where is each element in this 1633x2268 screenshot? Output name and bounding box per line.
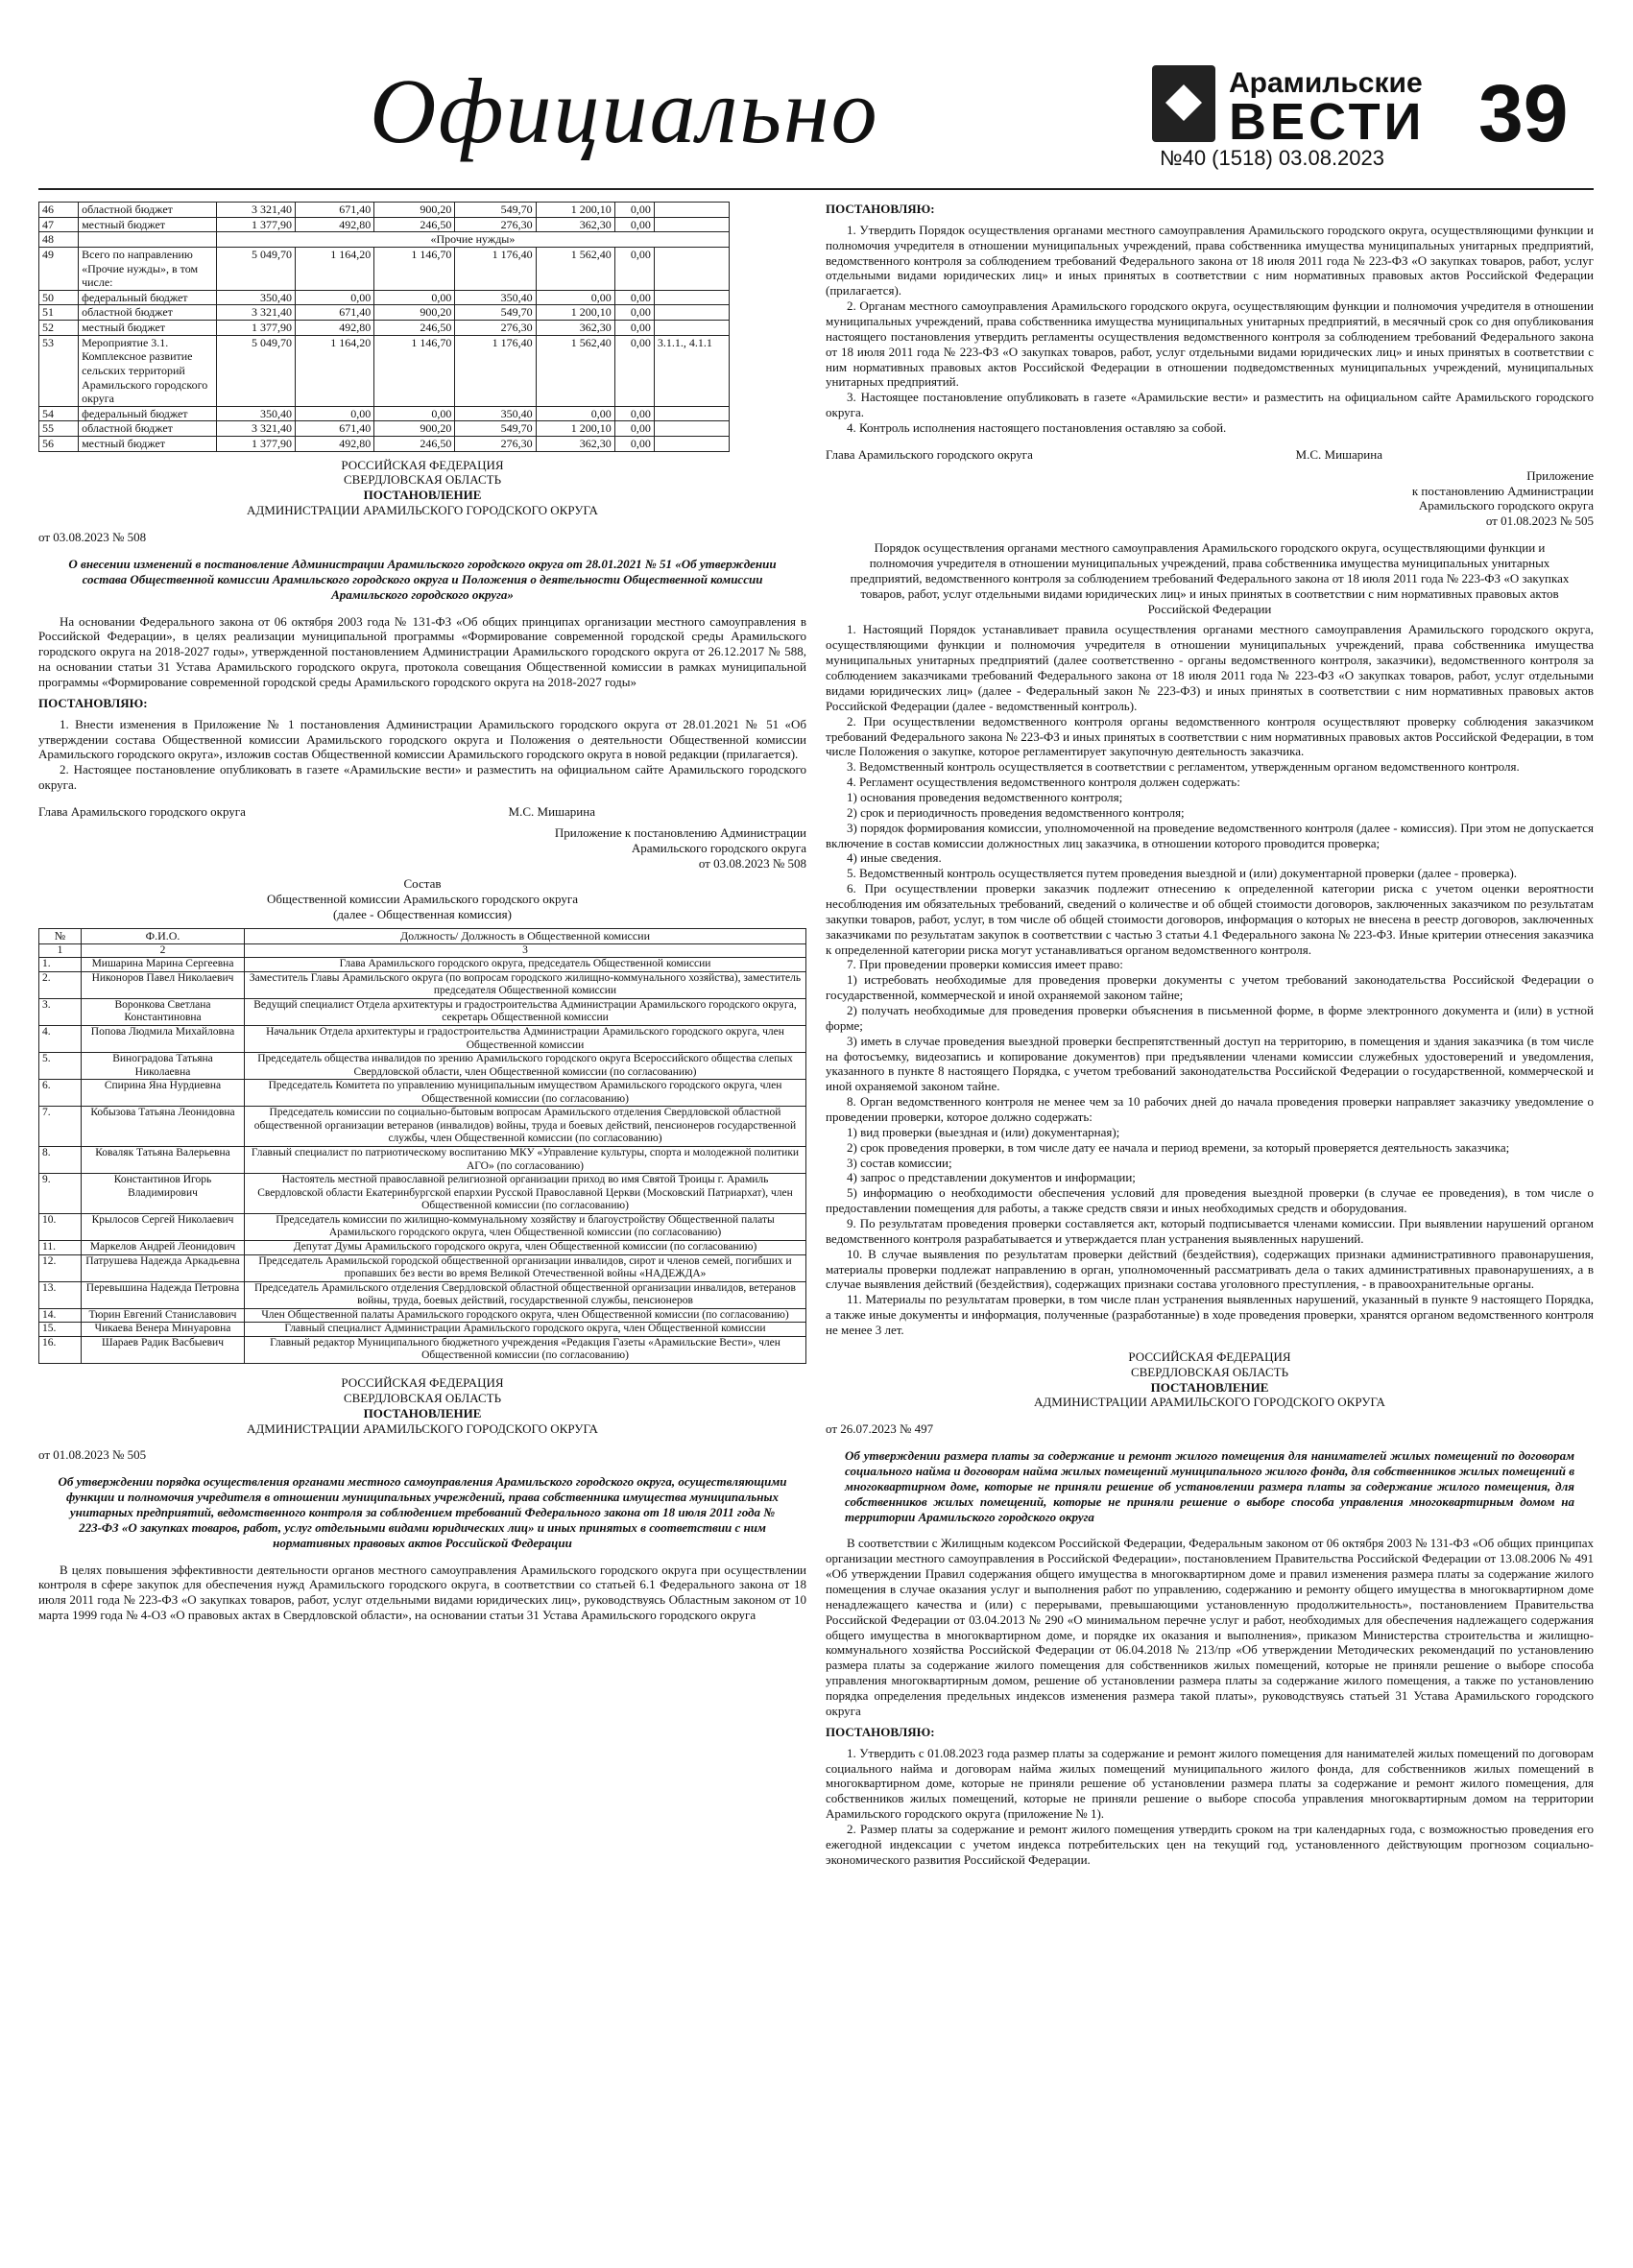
table-row bbox=[39, 321, 730, 336]
row-value: 0,00 bbox=[614, 247, 654, 290]
commission-header-position: Должность/ Должность в Общественной комиссии bbox=[245, 928, 806, 943]
composition-title: Состав bbox=[403, 876, 442, 892]
row-value: 1 377,90 bbox=[216, 217, 295, 232]
member-number: 16. bbox=[39, 1336, 82, 1363]
commission-row bbox=[39, 1336, 806, 1363]
decree-505-country: РОССИЙСКАЯ ФЕДЕРАЦИЯ bbox=[341, 1375, 504, 1391]
commission-row bbox=[39, 1080, 806, 1107]
page-header bbox=[0, 0, 1633, 192]
row-number: 56 bbox=[39, 437, 79, 452]
order-paragraph: 6. При осуществлении проверки заказчик подлежит отнесению к определенной категории риска с учетом оценки вероятности несоблюдения им обязательных требований, сведений о количестве и об общей стоимости договоров, заключенных заказчиком по результатам закупки товаров, работ, услуг, в том числе об общей стоимости договоров, информация о которых не внесена в реестр договоров, заключенных заказчиками по результатам закупок в соответствии с частью 3 статьи 4.1 Федерального закона № 223-ФЗ. Иные критерии отнесения заказчика к определенной категории риска могут устанавливаться органом ведомственного контроля. bbox=[826, 881, 1594, 957]
commission-row bbox=[39, 1053, 806, 1080]
row-number: 50 bbox=[39, 290, 79, 305]
order-paragraph: 9. По результатам проведения проверки составляется акт, который подписывается членами комиссии. При выявлении нарушений органом ведомственного контроля разрабатывается и утверждается план устранения выявленных нарушений. bbox=[826, 1216, 1594, 1246]
row-number: 55 bbox=[39, 421, 79, 437]
commission-row bbox=[39, 1107, 806, 1147]
order-paragraph: 1) истребовать необходимые для проведения проверки документы с учетом требований законодательства Российской Федерации о государственной, коммерческой и иной охраняемой законом тайне; bbox=[826, 972, 1594, 1003]
commission-row bbox=[39, 971, 806, 998]
order-title: Порядок осуществления органами местного самоуправления Арамильского городского округа, осуществляющими функции и полномочия учредителя в отношении муниципальных учреждений, права собственника имущества муниципальных унитарных предприятий, ведомственного контроля за соблюдением требований Федерального закона от 18 июля 2011 года № 223-ФЗ «О закупках товаров, работ, услуг отдельными видами юридических лиц» и иных принятых в соответствии с ним нормативных правовых актов Российской Федерации bbox=[850, 540, 1570, 616]
member-number: 1. bbox=[39, 958, 82, 972]
row-value: 549,70 bbox=[455, 305, 536, 321]
order-paragraph: 8. Орган ведомственного контроля не менее чем за 10 рабочих дней до начала проведения проверки направляет заказчику уведомление о проведении проверки, которое должно содержать: bbox=[826, 1094, 1594, 1124]
decree-508-item-1: 1. Внести изменения в Приложение № 1 постановления Администрации Арамильского городского округа от 28.01.2021 № 51 «Об утверждении состава Общественной комиссии Арамильского городского округа и Положения о деятельности Общественной комиссии Арамильского городского округа», изложив состав Общественной комиссии Арамильского городского округа в новой редакции (прилагается). bbox=[38, 716, 806, 762]
member-name: Спирина Яна Нурдиевна bbox=[82, 1080, 245, 1107]
decree-508-region: СВЕРДЛОВСКАЯ ОБЛАСТЬ bbox=[343, 472, 502, 488]
row-value: 362,30 bbox=[536, 321, 614, 336]
order-paragraph: 4. Регламент осуществления ведомственного контроля должен содержать: bbox=[847, 775, 1240, 790]
row-value: 5 049,70 bbox=[216, 247, 295, 290]
order-paragraph: 3) иметь в случае проведения выездной проверки беспрепятственный доступ на территорию, в помещения и здания заказчика (в том числе на фотосъемку, видеозапись и копирование документов) при предъявлении членами комиссии служебных удостоверений и уведомления, указанного в пункте 8 настоящего Порядка, с учетом требований законодательства Российской Федерации о государственной, коммерческой и иной охраняемой законом тайне. bbox=[826, 1033, 1594, 1094]
member-number: 6. bbox=[39, 1080, 82, 1107]
member-name: Попова Людмила Михайловна bbox=[82, 1025, 245, 1052]
row-value: 0,00 bbox=[614, 290, 654, 305]
row-value: 1 146,70 bbox=[374, 335, 455, 406]
row-value: 246,50 bbox=[374, 437, 455, 452]
row-value bbox=[654, 406, 729, 421]
annex-508-line-1: Приложение к постановлению Администрации bbox=[554, 824, 806, 840]
decree-497-region: СВЕРДЛОВСКАЯ ОБЛАСТЬ bbox=[1130, 1364, 1289, 1379]
member-role: Председатель Арамильской городской общественной организации инвалидов, сирот и членов семей, погибших и пропавших без вести во время Великой Отечественной войны «НАДЕЖДА» bbox=[245, 1254, 806, 1281]
coat-of-arms-icon bbox=[1152, 65, 1215, 142]
decree-505-preamble: В целях повышения эффективности деятельности органов местного самоуправления Арамильского городского округа при осуществлении контроля в сфере закупок для обеспечения нужд Арамильского городского округа, в соответствии со статьей 6.1 Федерального закона от 18 июля 2011 года № 223-ФЗ «О закупках товаров, работ, услуг отдельными видами юридических лиц», руководствуясь Областным законом от 10 марта 1999 года № 4-ОЗ «О правовых актах в Свердловской области», на основании статьи 31 Устава Арамильского городского округа bbox=[38, 1562, 806, 1623]
commission-row bbox=[39, 1281, 806, 1308]
row-value: 362,30 bbox=[536, 437, 614, 452]
decree-505-signature bbox=[826, 447, 1594, 463]
row-value: 671,40 bbox=[296, 421, 374, 437]
row-value: 276,30 bbox=[455, 321, 536, 336]
annex-505-line-1: к постановлению Администрации bbox=[1411, 483, 1594, 498]
row-value: 246,50 bbox=[374, 321, 455, 336]
row-value: 5 049,70 bbox=[216, 335, 295, 406]
decree-508-type: ПОСТАНОВЛЕНИЕ bbox=[363, 488, 482, 503]
row-name: областной бюджет bbox=[79, 203, 217, 218]
row-value bbox=[654, 290, 729, 305]
composition-subtitle: Общественной комиссии Арамильского городского округа bbox=[267, 892, 578, 907]
member-name: Коваляк Татьяна Валерьевна bbox=[82, 1147, 245, 1174]
table-row bbox=[39, 290, 730, 305]
member-name: Виноградова Татьяна Николаевна bbox=[82, 1053, 245, 1080]
row-value: 362,30 bbox=[536, 217, 614, 232]
decree-505-item-3: 3. Настоящее постановление опубликовать в газете «Арамильские вести» и разместить на официальном сайте Арамильского городского округа. bbox=[826, 390, 1594, 420]
member-number: 8. bbox=[39, 1147, 82, 1174]
row-value: 0,00 bbox=[536, 290, 614, 305]
row-value: 0,00 bbox=[374, 406, 455, 421]
row-value: 3 321,40 bbox=[216, 421, 295, 437]
order-paragraph: 3) состав комиссии; bbox=[847, 1155, 952, 1170]
order-paragraph: 5) информацию о необходимости обеспечения условий для проведения выездной проверки (в случае ее проведения), в том числе о предоставлении помещения для работы, а также средств связи и иных необходимых средств и оборудования. bbox=[826, 1185, 1594, 1216]
order-paragraph: 1) основания проведения ведомственного контроля; bbox=[847, 789, 1123, 804]
table-row bbox=[39, 406, 730, 421]
member-name: Крылосов Сергей Николаевич bbox=[82, 1213, 245, 1240]
member-role: Председатель общества инвалидов по зрению Арамильского городского округа Всероссийского общества слепых Свердловской области, член Общественной комиссии (по согласованию) bbox=[245, 1053, 806, 1080]
row-value: 0,00 bbox=[614, 335, 654, 406]
row-value: 0,00 bbox=[614, 406, 654, 421]
decree-505-item-4: 4. Контроль исполнения настоящего постановления оставляю за собой. bbox=[847, 420, 1227, 436]
decree-505-issuer: АДМИНИСТРАЦИИ АРАМИЛЬСКОГО ГОРОДСКОГО ОКРУГА bbox=[247, 1420, 598, 1436]
decree-497-type: ПОСТАНОВЛЕНИЕ bbox=[1150, 1379, 1269, 1395]
row-value: 492,80 bbox=[296, 217, 374, 232]
order-paragraph: 1) вид проверки (выездная и (или) документарная); bbox=[847, 1124, 1120, 1139]
member-number: 12. bbox=[39, 1254, 82, 1281]
decree-497-date: от 26.07.2023 № 497 bbox=[826, 1421, 934, 1437]
decree-497-item-2: 2. Размер платы за содержание и ремонт жилого помещения утвердить сроком на три календарных года, с возможностью проведения его ежегодной индексации с учетом индекса потребительских цен на текущий год, установленного действующим прогнозом социально-экономического развития Российской Федерации. bbox=[826, 1821, 1594, 1867]
table-row bbox=[39, 335, 730, 406]
row-value: 0,00 bbox=[614, 437, 654, 452]
member-name: Чикаева Венера Минуаровна bbox=[82, 1323, 245, 1337]
order-paragraph: 2. При осуществлении ведомственного контроля органы ведомственного контроля осуществляют проверку соблюдения заказчиком требований Федерального закона № 223-ФЗ и иных принятых в соответствии с ним нормативных правовых актов Российской Федерации, в том числе Положения о закупке, которое регламентирует закупочную деятельность заказчика. bbox=[826, 713, 1594, 759]
row-section-label: «Прочие нужды» bbox=[216, 232, 729, 248]
decree-497-resolve: ПОСТАНОВЛЯЮ: bbox=[826, 1724, 935, 1739]
member-role: Председатель Комитета по управлению муниципальным имуществом Арамильского городского округа, член Общественной комиссии (по согласованию) bbox=[245, 1080, 806, 1107]
signature-role: Глава Арамильского городского округа bbox=[826, 446, 1033, 462]
order-paragraph: 3) порядок формирования комиссии, уполномоченной на проведение ведомственного контроля (далее - комиссия). При этом не допускается включение в состав комиссии должностных лиц заказчика, в отношении которого проводится проверка; bbox=[826, 820, 1594, 850]
table-row bbox=[39, 437, 730, 452]
decree-508-country: РОССИЙСКАЯ ФЕДЕРАЦИЯ bbox=[341, 457, 504, 472]
row-value bbox=[654, 247, 729, 290]
row-number: 52 bbox=[39, 321, 79, 336]
row-value: 1 562,40 bbox=[536, 335, 614, 406]
member-role: Председатель комиссии по социально-бытовым вопросам Арамильского отделения Свердловской областной общественной организации ветеранов (инвалидов) войны, труда и боевых действий, пенсионеров государственной службы, член Общественной комиссии (по согласованию) bbox=[245, 1107, 806, 1147]
member-role: Председатель комиссии по жилищно-коммунальному хозяйству и благоустройству Общественной палаты Арамильского городского округа, член Общественной комиссии (по согласованию) bbox=[245, 1213, 806, 1240]
commission-row bbox=[39, 1213, 806, 1240]
commission-row bbox=[39, 1240, 806, 1254]
row-value: 1 200,10 bbox=[536, 421, 614, 437]
row-value: 671,40 bbox=[296, 305, 374, 321]
row-value: 0,00 bbox=[296, 406, 374, 421]
decree-505-title: Об утверждении порядка осуществления органами местного самоуправления Арамильского городского округа, осуществляющими функции и полномочия учредителя в отношении муниципальных учреждений, права собственника имущества муниципальных унитарных предприятий, ведомственного контроля за соблюдением требований Федерального закона от 18 июля 2011 года № 223-ФЗ «О закупках товаров, работ, услуг отдельными видами юридических лиц» и иных принятых в соответствии с ним нормативных правовых актов Российской Федерации bbox=[58, 1474, 787, 1550]
commission-index-2: 2 bbox=[82, 943, 245, 958]
row-value bbox=[654, 217, 729, 232]
commission-row bbox=[39, 1174, 806, 1214]
decree-497-issuer: АДМИНИСТРАЦИИ АРАМИЛЬСКОГО ГОРОДСКОГО ОКРУГА bbox=[1034, 1395, 1385, 1410]
member-role: Депутат Думы Арамильского городского округа, член Общественной комиссии (по согласованию) bbox=[245, 1240, 806, 1254]
row-name: Мероприятие 3.1. Комплексное развитие сельских территорий Арамильского городского округа bbox=[79, 335, 217, 406]
signature-name: М.С. Мишарина bbox=[508, 803, 595, 819]
row-value bbox=[654, 321, 729, 336]
member-number: 3. bbox=[39, 998, 82, 1025]
order-paragraph: 2) срок и периодичность проведения ведомственного контроля; bbox=[847, 804, 1185, 820]
order-paragraph: 11. Материалы по результатам проверки, в том числе план устранения выявленных нарушений, указанный в пункте 9 настоящего Порядка, а также иные документы и информация, полученные (разработанные) в ходе проведения проверки, хранятся органом ведомственного контроля не менее 3 лет. bbox=[826, 1292, 1594, 1338]
row-value: 3 321,40 bbox=[216, 203, 295, 218]
member-number: 13. bbox=[39, 1281, 82, 1308]
table-row bbox=[39, 232, 730, 248]
decree-505-region: СВЕРДЛОВСКАЯ ОБЛАСТЬ bbox=[343, 1390, 502, 1405]
row-name: областной бюджет bbox=[79, 305, 217, 321]
decree-508-signature bbox=[38, 804, 806, 820]
order-paragraph: 3. Ведомственный контроль осуществляется в соответствии с регламентом, утвержденным органом ведомственного контроля. bbox=[847, 759, 1520, 775]
row-value: 0,00 bbox=[614, 217, 654, 232]
page-number: 39 bbox=[1478, 68, 1569, 158]
commission-row bbox=[39, 998, 806, 1025]
row-value bbox=[654, 421, 729, 437]
annex-508-line-3: от 03.08.2023 № 508 bbox=[698, 855, 806, 871]
row-value: 0,00 bbox=[536, 406, 614, 421]
table-row bbox=[39, 305, 730, 321]
annex-505-line-0: Приложение bbox=[1526, 467, 1594, 483]
member-number: 5. bbox=[39, 1053, 82, 1080]
order-paragraph: 4) иные сведения. bbox=[847, 850, 942, 866]
member-number: 4. bbox=[39, 1025, 82, 1052]
row-value: 1 200,10 bbox=[536, 203, 614, 218]
member-number: 15. bbox=[39, 1323, 82, 1337]
member-name: Патрушева Надежда Аркадьевна bbox=[82, 1254, 245, 1281]
row-name bbox=[79, 232, 217, 248]
row-name: федеральный бюджет bbox=[79, 290, 217, 305]
commission-header-name: Ф.И.О. bbox=[82, 928, 245, 943]
order-paragraph: 2) срок проведения проверки, в том числе дату ее начала и период времени, за который проверяется деятельность заказчика; bbox=[847, 1139, 1510, 1155]
order-paragraph: 1. Настоящий Порядок устанавливает правила осуществления органами местного самоуправления Арамильского городского округа, осуществляющими функции и полномочия учредителя в отношении муниципальных учреждений, права собственника имущества муниципальных унитарных предприятий (далее соответственно - органы ведомственного контроля, заказчики), ведомственного контроля за соблюдением заказчиками требований Федерального закона от 18 июля 2011 года № 223-ФЗ «О закупках товаров, работ, услуг отдельными видами юридических лиц» (далее - Федеральный закон № 223-ФЗ) и иных принятых в соответствии с ним нормативных правовых актов Российской Федерации (далее - ведомственный контроль). bbox=[826, 622, 1594, 713]
row-value: 0,00 bbox=[614, 305, 654, 321]
row-name: Всего по направлению «Прочие нужды», в том числе: bbox=[79, 247, 217, 290]
row-value: 900,20 bbox=[374, 421, 455, 437]
decree-508-issuer: АДМИНИСТРАЦИИ АРАМИЛЬСКОГО ГОРОДСКОГО ОКРУГА bbox=[247, 503, 598, 518]
decree-508-date: от 03.08.2023 № 508 bbox=[38, 530, 147, 545]
order-paragraph: 5. Ведомственный контроль осуществляется путем проведения выездной и (или) документарной проверки (далее - проверка). bbox=[847, 866, 1518, 881]
member-name: Константинов Игорь Владимирович bbox=[82, 1174, 245, 1214]
member-role: Член Общественной палаты Арамильского городского округа, член Общественной комиссии (по согласованию) bbox=[245, 1308, 806, 1323]
member-role: Главный специалист Администрации Арамильского городского округа, член Общественной комиссии bbox=[245, 1323, 806, 1337]
row-value: 549,70 bbox=[455, 421, 536, 437]
row-number: 47 bbox=[39, 217, 79, 232]
row-name: местный бюджет bbox=[79, 217, 217, 232]
row-value: 0,00 bbox=[374, 290, 455, 305]
row-value: 1 377,90 bbox=[216, 321, 295, 336]
row-value: 549,70 bbox=[455, 203, 536, 218]
decree-505-resolve: ПОСТАНОВЛЯЮ: bbox=[826, 202, 935, 216]
member-role: Заместитель Главы Арамильского округа (по вопросам городского жилищно-коммунального хозяйства), заместитель председателя Общественной комиссии bbox=[245, 971, 806, 998]
decree-508-preamble: На основании Федерального закона от 06 октября 2003 года № 131-ФЗ «Об общих принципах организации местного самоуправления в Российской Федерации», в целях реализации муниципальной программы «Формирование современной городской среды Арамильского городского округа на 2018-2027 годы», утвержденной постановлением Администрации Арамильского городского округа от 26.12.2017 № 588, на основании статьи 31 Устава Арамильского городского округа, протокола совещания Общественной комиссии в рамках муниципальной программы «Формирование современной городской среды Арамильского городского округа на 2018-2027 годы» bbox=[38, 613, 806, 689]
row-value: 492,80 bbox=[296, 437, 374, 452]
decree-497-country: РОССИЙСКАЯ ФЕДЕРАЦИЯ bbox=[1128, 1349, 1291, 1364]
order-text bbox=[826, 622, 1594, 1337]
member-number: 11. bbox=[39, 1240, 82, 1254]
header-divider bbox=[38, 188, 1594, 190]
signature-name: М.С. Мишарина bbox=[1295, 446, 1382, 462]
decree-505-item-1: 1. Утвердить Порядок осуществления органами местного самоуправления Арамильского городского округа, осуществляющими функции и полномочия учредителя в отношении муниципальных учреждений, права собственника имущества муниципальных унитарных предприятий, ведомственного контроля за соблюдением требований Федерального закона от 18 июля 2011 года № 223-ФЗ «О закупках товаров, работ, услуг отдельными видами юридических лиц» и иных принятых в соответствии с ним нормативных правовых актов Российской Федерации (прилагается). bbox=[826, 222, 1594, 298]
row-value: 1 200,10 bbox=[536, 305, 614, 321]
commission-row bbox=[39, 958, 806, 972]
row-value: 1 176,40 bbox=[455, 247, 536, 290]
row-value: 350,40 bbox=[216, 290, 295, 305]
row-value: 0,00 bbox=[614, 421, 654, 437]
row-value: 3 321,40 bbox=[216, 305, 295, 321]
table-row bbox=[39, 247, 730, 290]
row-value: 671,40 bbox=[296, 203, 374, 218]
member-role: Глава Арамильского городского округа, председатель Общественной комиссии bbox=[245, 958, 806, 972]
member-role: Главный специалист по патриотическому воспитанию МКУ «Управление культуры, спорта и молодежной политики АГО» (по согласованию) bbox=[245, 1147, 806, 1174]
row-value: 1 146,70 bbox=[374, 247, 455, 290]
decree-508-title: О внесении изменений в постановление Администрации Арамильского городского округа от 28.01.2021 № 51 «Об утверждении состава Общественной комиссии Арамильского городского округа и Положения о деятельности Общественной комиссии Арамильского городского округа» bbox=[68, 556, 777, 602]
row-value bbox=[654, 437, 729, 452]
commission-index-3: 3 bbox=[245, 943, 806, 958]
member-name: Воронкова Светлана Константиновна bbox=[82, 998, 245, 1025]
member-role: Настоятель местной православной религиозной организации приход во имя Святой Троицы г. Арамиль Свердловской области Екатеринбургской епархии Русской Православной Церкви (Московский Патриархат), член Общественной комиссии (по согласованию) bbox=[245, 1174, 806, 1214]
row-value: 1 164,20 bbox=[296, 247, 374, 290]
row-value: 0,00 bbox=[614, 321, 654, 336]
row-name: областной бюджет bbox=[79, 421, 217, 437]
order-paragraph: 4) запрос о представлении документов и информации; bbox=[847, 1170, 1136, 1185]
annex-508-line-2: Арамильского городского округа bbox=[631, 840, 806, 855]
commission-row bbox=[39, 1323, 806, 1337]
decree-505-date: от 01.08.2023 № 505 bbox=[38, 1447, 147, 1463]
table-row bbox=[39, 203, 730, 218]
commission-row bbox=[39, 1147, 806, 1174]
signature-role: Глава Арамильского городского округа bbox=[38, 803, 246, 819]
member-number: 9. bbox=[39, 1174, 82, 1214]
row-value: 276,30 bbox=[455, 217, 536, 232]
order-paragraph: 7. При проведении проверки комиссия имеет право: bbox=[847, 957, 1123, 972]
row-value: 350,40 bbox=[216, 406, 295, 421]
row-value: 492,80 bbox=[296, 321, 374, 336]
row-value: 1 164,20 bbox=[296, 335, 374, 406]
order-paragraph: 10. В случае выявления по результатам проверки действий (бездействия), содержащих признаки административного правонарушения, материалы проверки подлежат направлению в орган, уполномоченный рассматривать дела о таких административных правонарушениях, а в случае выявления действий (бездействия), содержащих признаки состава уголовного преступления, - в правоохранительные органы. bbox=[826, 1246, 1594, 1292]
member-name: Шараев Радик Васбыевич bbox=[82, 1336, 245, 1363]
row-number: 49 bbox=[39, 247, 79, 290]
member-number: 2. bbox=[39, 971, 82, 998]
left-column bbox=[38, 202, 806, 1623]
commission-index-1: 1 bbox=[39, 943, 82, 958]
row-number: 48 bbox=[39, 232, 79, 248]
row-value: 246,50 bbox=[374, 217, 455, 232]
row-number: 54 bbox=[39, 406, 79, 421]
table-row bbox=[39, 217, 730, 232]
row-value: 900,20 bbox=[374, 203, 455, 218]
newspaper-name-main: ВЕСТИ bbox=[1229, 93, 1426, 151]
row-value: 350,40 bbox=[455, 406, 536, 421]
composition-note: (далее - Общественная комиссия) bbox=[333, 907, 512, 922]
row-value: 900,20 bbox=[374, 305, 455, 321]
decree-497-preamble: В соответствии с Жилищным кодексом Российской Федерации, Федеральным законом от 06 октября 2003 № 131-ФЗ «Об общих принципах организации местного самоуправления в Российской Федерации», постановлением Правительства Российской Федерации от 13.08.2006 № 491 «Об утверждении Правил содержания общего имущества в многоквартирном доме и правил изменения размера платы за содержание жилого помещения в случае оказания услуг и выполнения работ по управлению, содержанию и ремонту общего имущества в многоквартирном доме ненадлежащего качества и (или) с перерывами, превышающими установленную продолжительность», постановлением Правительства Российской Федерации от 03.04.2013 № 290 «О минимальном перечне услуг и работ, необходимых для обеспечения надлежащего содержания общего имущества в многоквартирном доме, и порядке их оказания и выполнения», приказом Министерства строительства и жилищно-коммунального хозяйства Российской Федерации от 06.04.2018 № 213/пр «Об утверждении Методических рекомендаций по установлению размера платы за содержание жилого помещения для собственников жилых помещений, которые не приняли решение о выборе способа управления многоквартирным домом, решение об установлении размера платы за содержание жилого помещения, а также по установлению порядка определения предельных индексов изменения размера такой платы», руководствуясь статьей 31 Устава Арамильского городского округа bbox=[826, 1536, 1594, 1718]
row-number: 51 bbox=[39, 305, 79, 321]
row-value: 276,30 bbox=[455, 437, 536, 452]
decree-505-type: ПОСТАНОВЛЕНИЕ bbox=[363, 1405, 482, 1420]
member-number: 10. bbox=[39, 1213, 82, 1240]
row-value bbox=[654, 305, 729, 321]
row-name: местный бюджет bbox=[79, 437, 217, 452]
decree-508-resolve: ПОСТАНОВЛЯЮ: bbox=[38, 695, 148, 710]
commission-row bbox=[39, 1308, 806, 1323]
member-role: Главный редактор Муниципального бюджетного учреждения «Редакция Газеты «Арамильские Вести», член Общественной комиссии (по согласованию) bbox=[245, 1336, 806, 1363]
section-title: Официально bbox=[370, 60, 879, 162]
member-number: 7. bbox=[39, 1107, 82, 1147]
commission-row bbox=[39, 1025, 806, 1052]
row-value: 3.1.1., 4.1.1 bbox=[654, 335, 729, 406]
row-number: 53 bbox=[39, 335, 79, 406]
row-value: 1 176,40 bbox=[455, 335, 536, 406]
row-value: 350,40 bbox=[455, 290, 536, 305]
member-name: Никоноров Павел Николаевич bbox=[82, 971, 245, 998]
row-value: 0,00 bbox=[296, 290, 374, 305]
issue-info: №40 (1518) 03.08.2023 bbox=[1160, 146, 1384, 170]
member-name: Маркелов Андрей Леонидович bbox=[82, 1240, 245, 1254]
decree-505-item-2: 2. Органам местного самоуправления Арамильского городского округа, осуществляющим функции и полномочия учредителя в отношении муниципальных учреждений, права собственника имущества муниципальных унитарных предприятий, в месячный срок со дня опубликования настоящего постановления утвердить регламенты осуществления ведомственного контроля за соблюдением требований Федерального закона от 18 июля 2011 года № 223-ФЗ «О закупках товаров, работ, услуг отдельными видами юридических лиц» и иных принятых в соответствии с ним нормативных правовых актов Российской Федерации в отношении подведомственных муниципальных учреждений, муниципальных унитарных предприятий. bbox=[826, 298, 1594, 390]
member-role: Ведущий специалист Отдела архитектуры и градостроительства Администрации Арамильского городского округа, секретарь Общественной комиссии bbox=[245, 998, 806, 1025]
commission-row bbox=[39, 1254, 806, 1281]
table-row bbox=[39, 421, 730, 437]
right-column bbox=[826, 202, 1594, 1868]
member-name: Тюрин Евгений Станиславович bbox=[82, 1308, 245, 1323]
member-role: Председатель Арамильского отделения Свердловской областной общественной организации инвалидов, ветеранов войны, труда, боевых действий, государственной службы, пенсионеров bbox=[245, 1281, 806, 1308]
member-name: Кобызова Татьяна Леонидовна bbox=[82, 1107, 245, 1147]
commission-header-number: № bbox=[39, 928, 82, 943]
order-paragraph: 2) получать необходимые для проведения проверки объяснения в письменной форме, в форме электронного документа и (или) в устной форме; bbox=[826, 1002, 1594, 1033]
row-value: 1 377,90 bbox=[216, 437, 295, 452]
member-name: Перевышина Надежда Петровна bbox=[82, 1281, 245, 1308]
row-value: 1 562,40 bbox=[536, 247, 614, 290]
budget-table bbox=[38, 202, 730, 452]
row-value bbox=[654, 203, 729, 218]
decree-508-item-2: 2. Настоящее постановление опубликовать в газете «Арамильские вести» и разместить на официальном сайте Арамильского городского округа. bbox=[38, 762, 806, 793]
commission-table bbox=[38, 928, 806, 1364]
decree-497-title: Об утверждении размера платы за содержание и ремонт жилого помещения для нанимателей жилых помещений по договорам социального найма и договорам найма жилых помещений муниципального жилого фонда, для собственников жилых помещений в многоквартирном доме, которые не приняли решение об установлении размера платы за содержание жилого помещения, для собственников жилых помещений, которые не приняли решение о выборе способа управления многоквартирным домом на территории Арамильского городского округа bbox=[845, 1448, 1574, 1524]
member-number: 14. bbox=[39, 1308, 82, 1323]
row-number: 46 bbox=[39, 203, 79, 218]
row-value: 0,00 bbox=[614, 203, 654, 218]
row-name: местный бюджет bbox=[79, 321, 217, 336]
member-name: Мишарина Марина Сергеевна bbox=[82, 958, 245, 972]
annex-505-line-3: от 01.08.2023 № 505 bbox=[1485, 513, 1594, 529]
member-role: Начальник Отдела архитектуры и градостроительства Администрации Арамильского городского округа, член Общественной комиссии bbox=[245, 1025, 806, 1052]
decree-497-item-1: 1. Утвердить с 01.08.2023 года размер платы за содержание и ремонт жилого помещения для нанимателей жилых помещений по договорам социального найма и договорам найма жилых помещений муниципального жилого фонда, для собственников жилых помещений в многоквартирном доме, которые не приняли решение об установлении размера платы за содержание и ремонт жилого помещения, для собственников жилых помещений, которые не приняли решение о выборе способа управления многоквартирным домом на территории Арамильского городского округа (приложение № 1). bbox=[826, 1745, 1594, 1822]
annex-505-line-2: Арамильского городского округа bbox=[1418, 498, 1594, 513]
row-name: федеральный бюджет bbox=[79, 406, 217, 421]
newspaper-name-top: Арамильские bbox=[1229, 67, 1423, 99]
